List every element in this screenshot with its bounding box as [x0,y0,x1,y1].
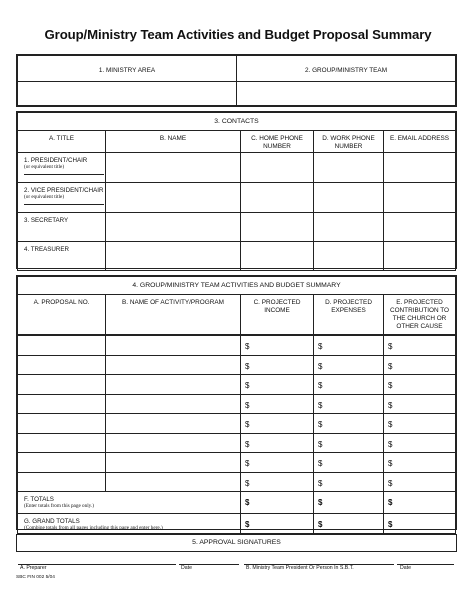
group-team-field[interactable] [237,82,456,106]
ministry-area-field[interactable] [18,82,237,106]
col-activity-header: B. NAME OF ACTIVITY/PROGRAM [106,295,241,335]
projected-income-field[interactable]: $ [241,355,314,375]
projected-contribution-field[interactable]: $ [384,433,456,453]
contact-work-phone-field[interactable] [314,153,384,183]
activity-name-field[interactable] [106,336,241,356]
grand-totals-label: G. GRAND TOTALS (Combine totals from all pages including this page and enter here.) [18,514,241,534]
projected-expenses-field[interactable]: $ [314,433,384,453]
budget-row [18,433,456,453]
proposal-no-field[interactable] [18,394,106,414]
projected-contribution-field[interactable]: $ [384,375,456,395]
projected-expenses-field[interactable]: $ [314,355,384,375]
proposal-no-field[interactable] [18,375,106,395]
projected-income-field[interactable]: $ [241,453,314,473]
projected-contribution-field[interactable]: $ [384,414,456,434]
budget-row [18,472,456,492]
totals-label: F. TOTALS (Enter totals from this page only.) [18,492,241,514]
col-work-phone-header: D. WORK PHONE NUMBER [314,131,384,153]
group-team-header: 2. GROUP/MINISTRY TEAM [237,56,456,82]
projected-income-field[interactable]: $ [241,472,314,492]
col-email-header: E. EMAIL ADDRESS [384,131,456,153]
col-title-header: A. TITLE [18,131,106,153]
projected-contribution-field[interactable]: $ [384,355,456,375]
contact-email-field[interactable] [384,183,456,213]
projected-contribution-field[interactable]: $ [384,336,456,356]
activity-name-field[interactable] [106,355,241,375]
contact-email-field[interactable] [384,213,456,242]
projected-income-field[interactable]: $ [241,414,314,434]
col-income-header: C. PROJECTED INCOME [241,295,314,335]
projected-income-field[interactable]: $ [241,336,314,356]
budget-row [18,414,456,434]
contact-email-field[interactable] [384,153,456,183]
contact-home-phone-field[interactable] [241,213,314,242]
totals-expenses-field[interactable]: $ [314,492,384,514]
totals-contribution-field[interactable]: $ [384,492,456,514]
budget-row [18,394,456,414]
contact-label-vice-president: 2. VICE PRESIDENT/CHAIR (or equivalent title) [18,183,106,213]
activity-name-field[interactable] [106,375,241,395]
contact-work-phone-field[interactable] [314,213,384,242]
approval-heading: 5. APPROVAL SIGNATURES [192,539,281,546]
projected-contribution-field[interactable]: $ [384,394,456,414]
contact-home-phone-field[interactable] [241,153,314,183]
date2-label: Date [400,565,411,571]
preparer-label: A. Preparer [20,565,47,571]
section-approval [16,534,457,552]
ministry-area-header: 1. MINISTRY AREA [18,56,237,82]
projected-expenses-field[interactable]: $ [314,394,384,414]
section-budget-summary [16,275,457,530]
col-contribution-header: E. PROJECTED CONTRIBUTION TO THE CHURCH OR OTHER CAUSE [384,295,456,335]
col-proposal-no-header: A. PROPOSAL NO. [18,295,106,335]
contact-name-field[interactable] [106,153,241,183]
col-expenses-header: D. PROJECTED EXPENSES [314,295,384,335]
activity-name-field[interactable] [106,394,241,414]
contact-name-field[interactable] [106,242,241,271]
form-title: Group/Ministry Team Activities and Budget Proposal Summary [44,27,432,42]
contact-name-field[interactable] [106,213,241,242]
grand-income-field[interactable]: $ [241,514,314,534]
projected-income-field[interactable]: $ [241,375,314,395]
projected-income-field[interactable]: $ [241,433,314,453]
contact-label-treasurer: 4. TREASURER [18,242,106,271]
form-code: SBC FIN 002 5/04 [16,575,55,580]
contact-home-phone-field[interactable] [241,183,314,213]
totals-income-field[interactable]: $ [241,492,314,514]
budget-heading: 4. GROUP/MINISTRY TEAM ACTIVITIES AND BUDGET SUMMARY [18,277,456,295]
contact-name-field[interactable] [106,183,241,213]
proposal-no-field[interactable] [18,472,106,492]
contact-work-phone-field[interactable] [314,242,384,271]
grand-contribution-field[interactable]: $ [384,514,456,534]
section-contacts [16,111,457,269]
projected-expenses-field[interactable]: $ [314,375,384,395]
activity-name-field[interactable] [106,414,241,434]
approver-label: B. Ministry Team President Or Person In S.B.T. [246,565,354,571]
projected-expenses-field[interactable]: $ [314,453,384,473]
projected-contribution-field[interactable]: $ [384,453,456,473]
proposal-no-field[interactable] [18,414,106,434]
budget-row [18,355,456,375]
activity-name-field[interactable] [106,472,241,492]
section-ministry-area [16,54,457,107]
contact-label-secretary: 3. SECRETARY [18,213,106,242]
contact-home-phone-field[interactable] [241,242,314,271]
proposal-no-field[interactable] [18,336,106,356]
budget-row [18,375,456,395]
grand-expenses-field[interactable]: $ [314,514,384,534]
projected-expenses-field[interactable]: $ [314,414,384,434]
projected-contribution-field[interactable]: $ [384,472,456,492]
date1-label: Date [181,565,192,571]
activity-name-field[interactable] [106,453,241,473]
projected-expenses-field[interactable]: $ [314,472,384,492]
contact-label-president: 1. PRESIDENT/CHAIR (or equivalent title) [18,153,106,183]
contacts-heading: 3. CONTACTS [18,113,456,131]
col-home-phone-header: C. HOME PHONE NUMBER [241,131,314,153]
proposal-no-field[interactable] [18,453,106,473]
projected-expenses-field[interactable]: $ [314,336,384,356]
contact-email-field[interactable] [384,242,456,271]
proposal-no-field[interactable] [18,355,106,375]
budget-row [18,336,456,356]
col-name-header: B. NAME [106,131,241,153]
budget-row [18,453,456,473]
activity-name-field[interactable] [106,433,241,453]
contact-work-phone-field[interactable] [314,183,384,213]
proposal-no-field[interactable] [18,433,106,453]
projected-income-field[interactable]: $ [241,394,314,414]
